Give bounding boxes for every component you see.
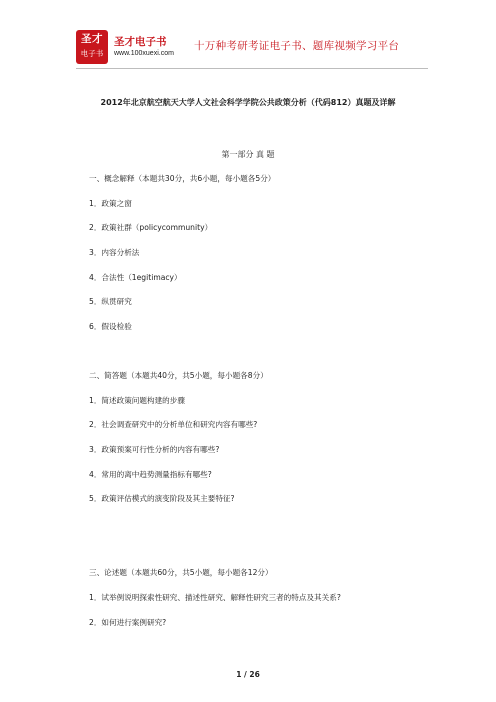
brand-logo	[76, 30, 108, 64]
question-item: 2．如何进行案例研究?	[89, 618, 167, 627]
question-item: 1．试举例说明探索性研究、描述性研究、解释性研究三者的特点及其关系?	[89, 593, 341, 602]
header-divider	[76, 68, 428, 69]
page-header	[76, 30, 428, 66]
question-item: 3．内容分析法	[89, 248, 140, 257]
section-heading: 一、概念解释（本题共30分，共6小题，每小题各5分）	[89, 174, 276, 183]
part-title: 第一部分 真 题	[221, 150, 275, 159]
brand-name: 圣才电子书	[114, 36, 167, 48]
logo-text-bottom: 电子书	[80, 49, 104, 58]
logo-text-top: 圣才	[81, 33, 103, 45]
question-item: 4．常用的离中趋势测量指标有哪些?	[89, 470, 212, 479]
section-heading: 三、论述题（本题共60分，共5小题，每小题各12分）	[89, 568, 273, 577]
brand-url[interactable]: www.100xuexi.com	[114, 50, 174, 57]
page-number: 1 / 26	[236, 670, 260, 679]
question-item: 2．政策社群（policycommunity）	[89, 223, 213, 232]
question-item: 1．政策之窗	[89, 199, 132, 208]
question-item: 5．纵贯研究	[89, 297, 132, 306]
question-item: 6．假设检验	[89, 322, 132, 331]
question-item: 5．政策评估模式的演变阶段及其主要特征?	[89, 494, 235, 503]
question-item: 2．社会调查研究中的分析单位和研究内容有哪些?	[89, 420, 258, 429]
section-heading: 二、简答题（本题共40分，共5小题，每小题各8分）	[89, 371, 268, 380]
question-item: 1．简述政策问题构建的步骤	[89, 396, 185, 405]
question-item: 3．政策预案可行性分析的内容有哪些?	[89, 445, 220, 454]
document-title: 2012年北京航空航天大学人文社会科学学院公共政策分析（代码812）真题及详解	[100, 98, 396, 107]
header-slogan: 十万种考研考证电子书、题库视频学习平台	[194, 40, 400, 52]
question-item: 4．合法性（1egitimacy）	[89, 273, 182, 282]
